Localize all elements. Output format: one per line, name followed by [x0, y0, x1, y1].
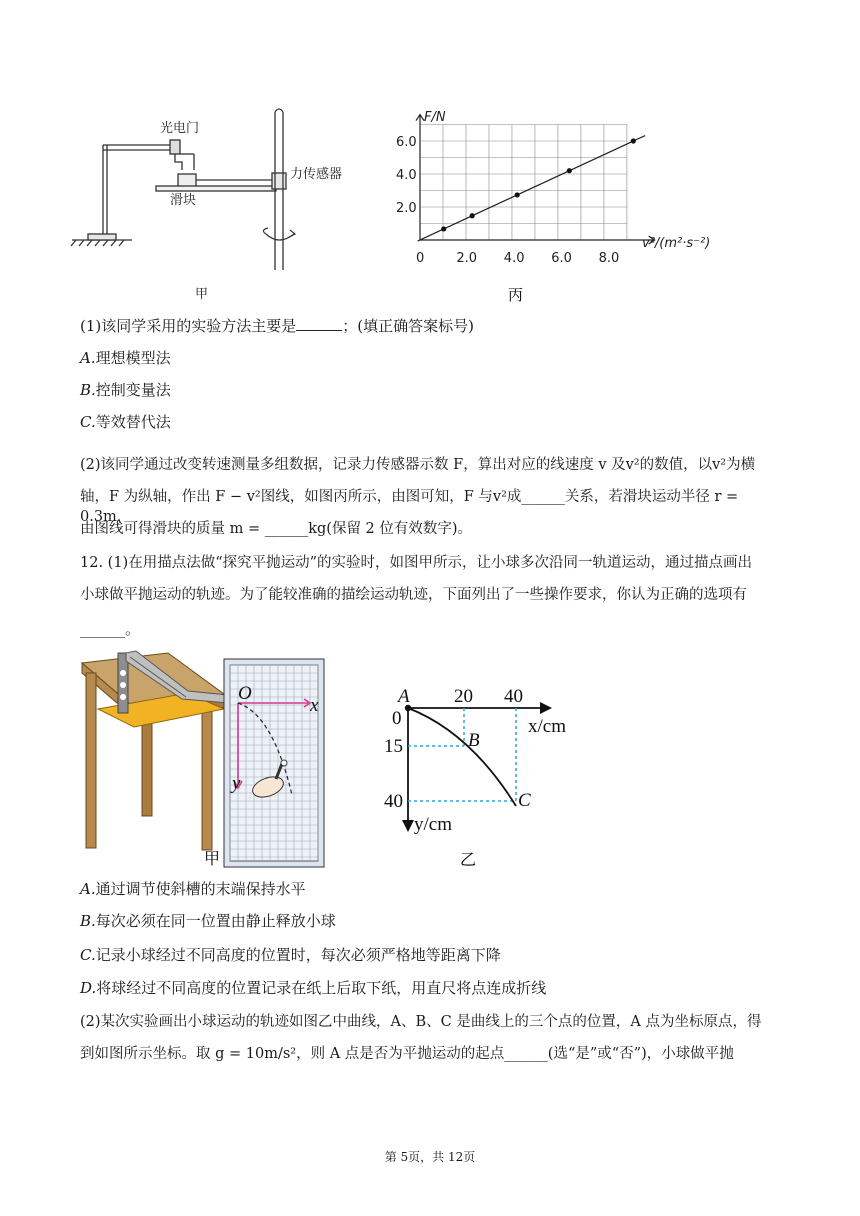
data-point — [470, 213, 475, 218]
y-axis-label: F/N — [424, 110, 446, 125]
q11-part2-line1: (2)该同学通过改变转速测量多组数据，记录力传感器示数 F，算出对应的线速度 v 及v²的数值，以v²为横 — [80, 457, 756, 473]
x-tick-20: 20 — [454, 686, 473, 707]
q12-option-b: B.每次必须在同一位置由静止释放小球 — [80, 912, 336, 930]
label-photogate: 光电门 — [160, 121, 200, 136]
fit-line — [418, 136, 646, 242]
x-tick-label: 6.0 — [551, 251, 572, 266]
data-point — [441, 226, 446, 231]
q12-line3: ______。 — [80, 620, 141, 638]
caption-yi: 乙 — [460, 850, 477, 869]
label-y: y — [232, 773, 241, 794]
q11-part2-line3: 由图线可得滑块的质量 m = ______kg(保留 2 位有效数字)。 — [80, 521, 473, 537]
x-tick-label: 2.0 — [456, 251, 478, 266]
data-point — [515, 192, 520, 197]
point-label-A: A — [398, 686, 410, 707]
q11-part2-line2: 轴，F 为纵轴，作出 F − v²图线，如图丙所示，由图可知，F 与v²成______关系，若滑块运动半径 r = 0.3m， — [80, 489, 739, 525]
q11-part1 — [80, 316, 780, 336]
q12-option-c: C.记录小球经过不同高度的位置时，每次必须严格地等距离下降 — [80, 946, 501, 964]
answer-blank — [296, 316, 342, 331]
caption-jia-bottom: 甲 — [204, 849, 221, 868]
y-tick-label: 4.0 — [396, 168, 417, 183]
x-tick-label: 0 — [416, 251, 425, 266]
x-tick-40: 40 — [504, 686, 523, 707]
label-slider: 滑块 — [170, 193, 197, 208]
y-tick-label: 2.0 — [396, 201, 417, 216]
q12-option-d: D.将球经过不同高度的位置记录在纸上后取下纸，用直尺将点连成折线 — [80, 979, 547, 997]
chart-ticks — [396, 135, 619, 266]
point-label-B: B — [468, 730, 480, 751]
option-a: A.理想模型法 — [80, 349, 171, 367]
q12-option-a: A.通过调节使斜槽的末端保持水平 — [80, 880, 306, 898]
q11-part1-tail: ；(填正确答案标号) — [342, 317, 474, 335]
label-force-sensor: 力传感器 — [290, 167, 343, 182]
chart-fit-line — [418, 136, 646, 242]
option-c: C.等效替代法 — [80, 413, 171, 431]
q12-line2: 小球做平抛运动的轨迹。为了能较准确的描绘运动轨迹，下面列出了一些操作要求，你认为正确的选项有 — [80, 587, 747, 603]
y-tick-15: 15 — [384, 736, 403, 757]
point-label-C: C — [518, 790, 531, 811]
label-x: x — [310, 695, 319, 716]
x-tick-label: 8.0 — [598, 251, 620, 266]
option-b: B.控制变量法 — [80, 381, 171, 399]
label-origin-O: O — [238, 683, 252, 704]
yi-x-axis-label: x/cm — [528, 716, 566, 737]
x-tick-label: 4.0 — [503, 251, 525, 266]
q12-line1: 12. (1)在用描点法做“探究平抛运动”的实验时，如图甲所示，让小球多次沿同一轨道运动，通过描点画出 — [80, 555, 753, 571]
chart-grid — [420, 125, 627, 241]
figure-yi-trajectory — [380, 680, 600, 870]
page-footer: 第 5页，共 12页 — [384, 1150, 476, 1164]
yi-y-axis-label: y/cm — [414, 814, 452, 835]
caption-jia-top: 甲 — [195, 287, 209, 302]
figure-jia-apparatus — [70, 100, 370, 310]
figure-jia-projectile — [78, 645, 338, 870]
data-point — [631, 138, 636, 143]
chart-axes — [416, 115, 655, 244]
x-axis-label: v²/(m²·s⁻²) — [642, 236, 711, 251]
q11-part1-text: (1)该同学采用的实验方法主要是 — [80, 317, 297, 335]
y-tick-40: 40 — [384, 791, 403, 812]
figure-bing-chart — [390, 95, 740, 310]
data-point — [567, 168, 572, 173]
caption-bing: 丙 — [508, 286, 524, 304]
q12-part2-line1: (2)某次实验画出小球运动的轨迹如图乙中曲线，A、B、C 是曲线上的三个点的位置，A 点为坐标原点，得 — [80, 1014, 762, 1030]
y-tick-0: 0 — [392, 708, 402, 729]
q12-part2-line2: 到如图所示坐标。取 g = 10m/s²，则 A 点是否为平抛运动的起点______(选“是”或“否”)，小球做平抛 — [80, 1046, 734, 1062]
y-tick-label: 6.0 — [396, 135, 417, 150]
